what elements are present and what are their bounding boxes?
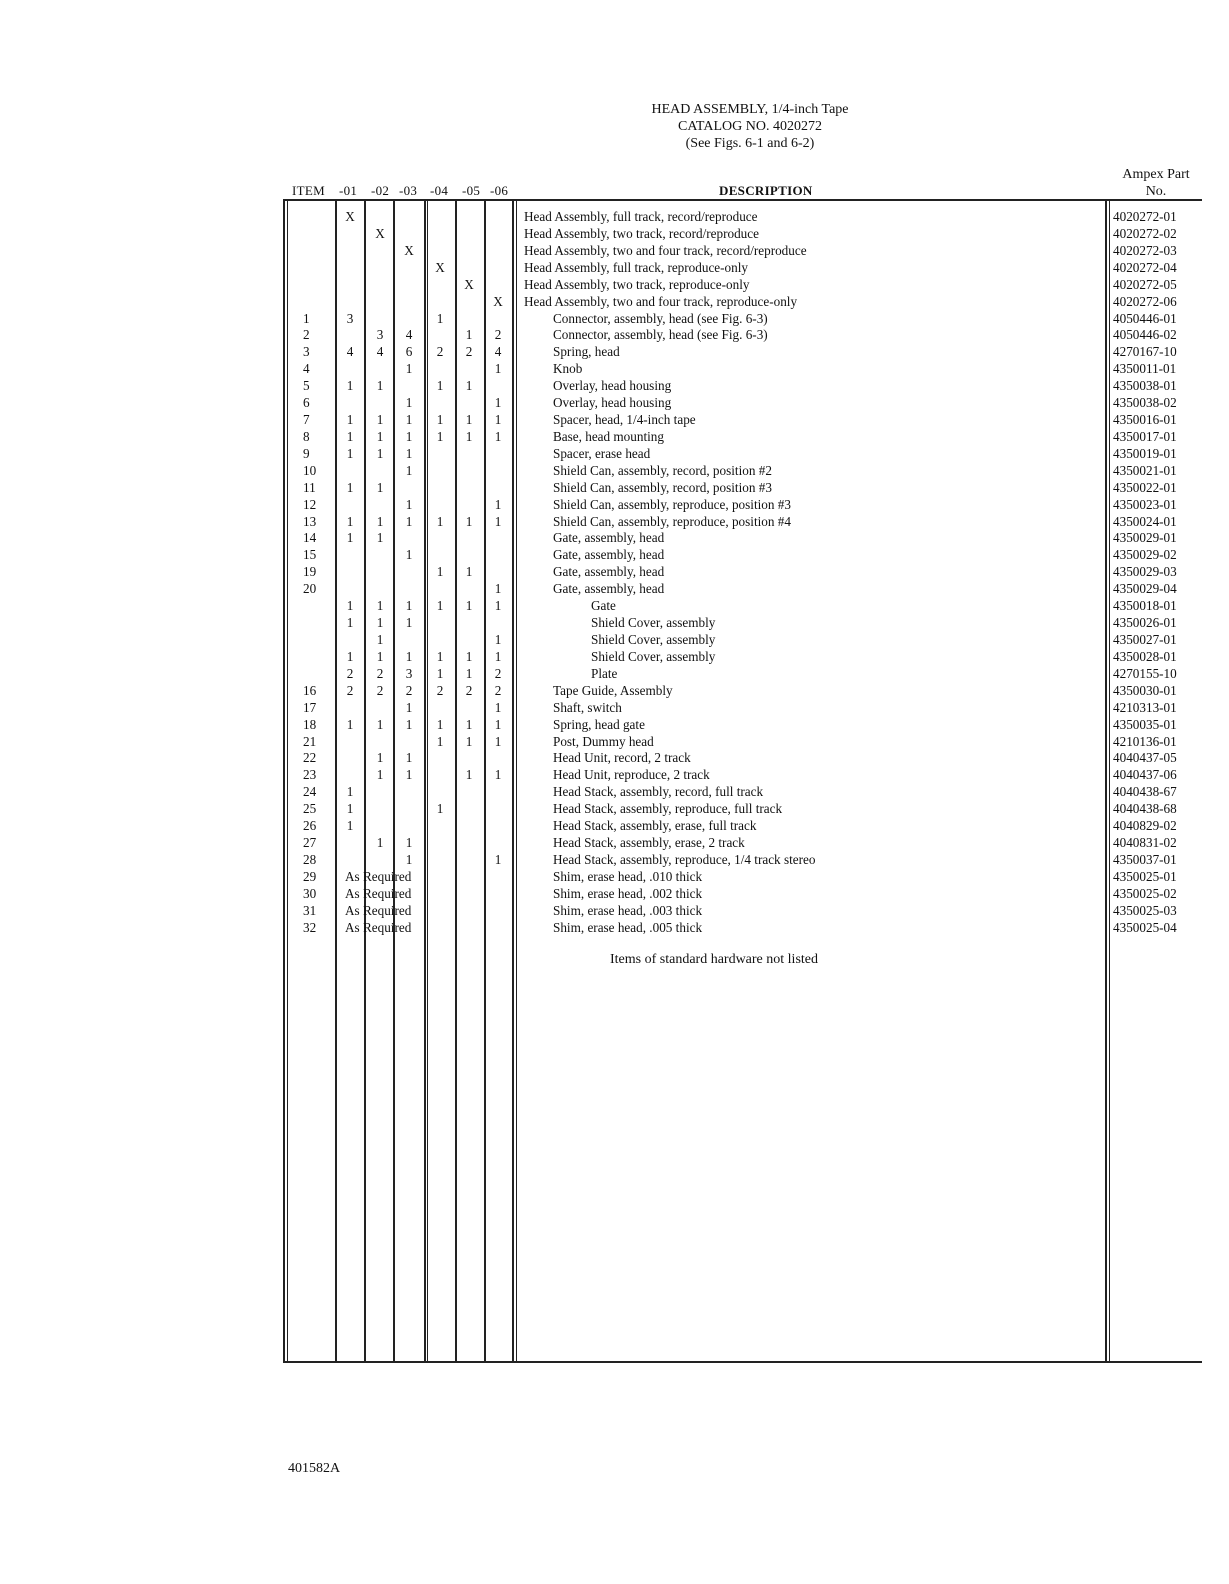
quantity-cell: 1 [346,648,354,664]
quantity-cell: 2 [346,665,354,681]
description-cell: Gate, assembly, head [553,564,665,580]
quantity-cell: 1 [346,716,354,732]
quantity-cell: 1 [346,378,354,394]
quantity-cell: 1 [346,784,354,800]
description-cell: Shield Cover, assembly [591,648,716,664]
item-number: 26 [303,818,317,834]
item-number: 13 [303,513,317,529]
quantity-cell: 1 [436,733,444,749]
quantity-cell: 1 [494,412,502,428]
quantity-cell: 1 [436,564,444,580]
part-number-cell: 4350025-02 [1113,885,1177,901]
quantity-cell: 1 [465,513,473,529]
item-number: 2 [303,327,310,343]
quantity-cell: 1 [346,513,354,529]
item-number: 4 [303,361,310,377]
col-divider-description [1105,201,1107,1361]
quantity-cell: 1 [465,767,473,783]
quantity-cell: 2 [436,682,444,698]
quantity-cell: 1 [494,598,502,614]
description-cell: Shield Can, assembly, reproduce, position #3 [553,496,791,512]
part-number-cell: 4040437-06 [1113,767,1177,783]
col-divider-description-inner [1109,201,1110,1361]
col-divider-06-inner [516,201,517,1361]
quantity-cell: 1 [405,615,413,631]
quantity-cell: 1 [346,801,354,817]
description-cell: Shim, erase head, .002 thick [553,885,703,901]
description-cell: Shield Can, assembly, reproduce, position #4 [553,513,791,529]
part-number-cell: 4020272-01 [1113,209,1177,224]
quantity-cell: X [375,225,385,241]
part-number-cell: 4350029-02 [1113,547,1177,563]
quantity-cell: 1 [405,462,413,478]
quantity-cell: 1 [376,598,384,614]
quantity-cell: 2 [376,682,384,698]
quantity-cell: 1 [494,581,502,597]
quantity-cell: 2 [494,682,502,698]
item-number: 20 [303,581,317,597]
quantity-cell: 1 [494,428,502,444]
quantity-cell: 1 [405,716,413,732]
part-number-cell: 4350016-01 [1113,412,1177,428]
quantity-cell: 1 [405,496,413,512]
quantity-cell: 1 [436,598,444,614]
col-divider-01 [364,201,366,1361]
col-divider-02 [393,201,395,1361]
quantity-as-required: As Required [345,902,412,918]
quantity-cell: 1 [465,327,473,343]
quantity-cell: 1 [436,648,444,664]
part-number-cell: 4040438-68 [1113,801,1177,817]
item-number: 10 [303,462,317,478]
col-item-header: ITEM [292,183,325,198]
quantity-cell: 1 [494,496,502,512]
description-cell: Connector, assembly, head (see Fig. 6-3) [553,327,768,343]
document-title: HEAD ASSEMBLY, 1/4-inch Tape [651,102,849,117]
quantity-cell: 1 [494,632,502,647]
part-number-cell: 4350028-01 [1113,648,1177,664]
description-cell: Shield Cover, assembly [591,615,716,631]
description-cell: Head Stack, assembly, reproduce, 1/4 track stereo [553,851,816,867]
quantity-cell: 2 [494,327,502,343]
part-number-cell: 4350018-01 [1113,598,1177,614]
item-number: 6 [303,395,310,411]
part-number-cell: 4350022-01 [1113,479,1177,495]
col-01-header: -01 [339,183,358,198]
quantity-cell: 1 [376,767,384,783]
description-cell: Spacer, head, 1/4-inch tape [553,412,696,428]
col-divider-04 [455,201,457,1361]
table-top-rule [283,199,1202,201]
description-cell: Head Stack, assembly, erase, 2 track [553,835,745,851]
quantity-cell: 1 [376,835,384,851]
table-left-rule [283,199,285,1363]
col-04-header: -04 [430,183,449,198]
quantity-cell: 1 [405,428,413,444]
part-number-cell: 4350029-04 [1113,581,1177,597]
description-cell: Shield Can, assembly, record, position #3 [553,479,772,495]
part-number-cell: 4210136-01 [1113,733,1177,749]
quantity-cell: 1 [494,716,502,732]
part-number-cell: 4350019-01 [1113,445,1177,461]
quantity-cell: 1 [436,801,444,817]
item-number: 9 [303,445,310,461]
quantity-cell: 1 [465,648,473,664]
description-cell: Post, Dummy head [553,733,654,749]
quantity-cell: 1 [405,767,413,783]
part-number-cell: 4270167-10 [1113,344,1177,360]
description-cell: Head Assembly, two and four track, reproduce-only [524,293,798,309]
quantity-cell: 1 [346,479,354,495]
description-cell: Knob [553,361,583,377]
description-cell: Head Assembly, full track, record/reproduce [524,209,758,224]
quantity-cell: 3 [405,665,413,681]
item-number: 31 [303,902,317,918]
description-cell: Spring, head [553,344,620,360]
description-cell: Tape Guide, Assembly [553,682,673,698]
item-number: 19 [303,564,317,580]
quantity-cell: 2 [465,344,473,360]
quantity-cell: 1 [465,564,473,580]
quantity-cell: 2 [346,682,354,698]
part-number-cell: 4210313-01 [1113,699,1177,715]
description-cell: Head Assembly, two track, record/reproduce [524,225,759,241]
quantity-cell: 1 [436,378,444,394]
part-number-cell: 4040831-02 [1113,835,1177,851]
quantity-cell: 1 [346,598,354,614]
description-cell: Plate [591,665,618,681]
quantity-cell: 1 [436,310,444,326]
quantity-cell: 3 [376,327,384,343]
quantity-as-required: As Required [345,885,412,901]
part-number-cell: 4020272-03 [1113,242,1177,258]
quantity-cell: 4 [376,344,384,360]
quantity-cell: 2 [494,665,502,681]
quantity-cell: 1 [376,445,384,461]
part-number-cell: 4020272-04 [1113,259,1177,275]
part-number-cell: 4040438-67 [1113,784,1177,800]
hardware-note: Items of standard hardware not listed [610,952,818,967]
item-number: 8 [303,428,310,444]
catalog-number: CATALOG NO. 4020272 [678,119,822,134]
part-number-cell: 4350025-01 [1113,868,1177,884]
item-number: 30 [303,885,317,901]
quantity-as-required: As Required [345,868,412,884]
table-bottom-rule [283,1361,1202,1363]
part-number-cell: 4350021-01 [1113,462,1177,478]
quantity-cell: 1 [436,665,444,681]
quantity-cell: 1 [376,632,384,647]
part-number-cell: 4350025-03 [1113,902,1177,918]
quantity-cell: X [435,259,445,275]
description-cell: Overlay, head housing [553,395,672,411]
item-number: 3 [303,344,310,360]
quantity-cell: 1 [405,513,413,529]
part-number-cell: 4350026-01 [1113,615,1177,631]
quantity-cell: 1 [494,361,502,377]
description-cell: Spacer, erase head [553,445,651,461]
item-number: 23 [303,767,317,783]
part-number-cell: 4350038-02 [1113,395,1177,411]
part-number-cell: 4350025-04 [1113,919,1177,935]
quantity-cell: 1 [376,479,384,495]
quantity-cell: 1 [465,598,473,614]
description-cell: Head Assembly, two and four track, record/reproduce [524,242,807,258]
quantity-cell: 4 [405,327,413,343]
description-cell: Head Assembly, two track, reproduce-only [524,276,750,292]
item-number: 16 [303,682,317,698]
quantity-cell: 1 [494,851,502,867]
quantity-cell: 1 [405,851,413,867]
part-number-cell: 4350035-01 [1113,716,1177,732]
quantity-cell: X [464,276,474,292]
quantity-cell: 1 [376,530,384,546]
quantity-cell: 1 [405,648,413,664]
quantity-cell: 2 [436,344,444,360]
description-cell: Gate, assembly, head [553,530,665,546]
part-number-cell: 4350017-01 [1113,428,1177,444]
part-number-cell: 4350023-01 [1113,496,1177,512]
quantity-cell: 4 [346,344,354,360]
item-number: 22 [303,750,317,766]
quantity-cell: 6 [405,344,413,360]
col-06-header: -06 [490,183,509,198]
quantity-cell: 1 [494,767,502,783]
quantity-cell: 1 [405,598,413,614]
part-number-cell: 4350030-01 [1113,682,1177,698]
quantity-cell: X [493,293,503,309]
figure-reference: (See Figs. 6-1 and 6-2) [685,136,815,151]
quantity-cell: 1 [376,513,384,529]
quantity-cell: 1 [346,412,354,428]
quantity-cell: 1 [465,665,473,681]
quantity-cell: 1 [494,513,502,529]
quantity-cell: 1 [346,818,354,834]
part-number-cell: 4040437-05 [1113,750,1177,766]
col-03-header: -03 [399,183,418,198]
item-number: 32 [303,919,317,935]
quantity-cell: 1 [376,716,384,732]
description-cell: Head Unit, record, 2 track [553,750,691,766]
document-code: 401582A [288,1461,341,1476]
quantity-cell: 1 [405,547,413,563]
col-divider-06 [512,201,514,1361]
part-number-cell: 4350027-01 [1113,632,1177,647]
description-cell: Gate, assembly, head [553,547,665,563]
quantity-cell: 1 [405,412,413,428]
quantity-cell: 3 [346,310,354,326]
quantity-cell: 1 [376,615,384,631]
quantity-cell: 1 [405,835,413,851]
quantity-cell: 1 [376,750,384,766]
part-number-cell: 4270155-10 [1113,665,1177,681]
quantity-cell: 1 [346,530,354,546]
description-cell: Shim, erase head, .003 thick [553,902,703,918]
col-part-header-line1: Ampex Part [1122,167,1190,182]
description-cell: Overlay, head housing [553,378,672,394]
quantity-cell: 1 [436,513,444,529]
quantity-cell: 2 [376,665,384,681]
quantity-cell: 1 [376,648,384,664]
item-number: 5 [303,378,310,394]
quantity-cell: 2 [465,682,473,698]
item-number: 12 [303,496,317,512]
quantity-cell: 1 [465,378,473,394]
item-number: 17 [303,699,317,715]
description-cell: Shield Can, assembly, record, position #2 [553,462,772,478]
item-number: 18 [303,716,317,732]
quantity-cell: 1 [376,378,384,394]
quantity-cell: 1 [405,445,413,461]
quantity-cell: 1 [346,428,354,444]
description-cell: Head Unit, reproduce, 2 track [553,767,710,783]
part-number-cell: 4350024-01 [1113,513,1177,529]
description-cell: Shaft, switch [553,699,622,715]
quantity-cell: 1 [346,445,354,461]
quantity-cell: 1 [494,395,502,411]
part-number-cell: 4040829-02 [1113,818,1177,834]
quantity-cell: 1 [465,412,473,428]
quantity-as-required: As Required [345,919,412,935]
description-cell: Head Assembly, full track, reproduce-only [524,259,748,275]
item-number: 25 [303,801,317,817]
part-number-cell: 4350029-03 [1113,564,1177,580]
part-number-cell: 4020272-06 [1113,293,1177,309]
col-divider-03 [424,201,426,1361]
item-number: 11 [303,479,316,495]
col-02-header: -02 [371,183,390,198]
description-cell: Connector, assembly, head (see Fig. 6-3) [553,310,768,326]
description-cell: Gate, assembly, head [553,581,665,597]
item-number: 1 [303,310,310,326]
quantity-cell: 1 [465,428,473,444]
description-cell: Shim, erase head, .010 thick [553,868,703,884]
quantity-cell: 1 [405,395,413,411]
quantity-cell: 1 [346,615,354,631]
quantity-cell: 1 [465,716,473,732]
quantity-cell: 1 [436,412,444,428]
col-divider-05 [484,201,486,1361]
part-number-cell: 4350038-01 [1113,378,1177,394]
part-number-cell: 4020272-02 [1113,225,1177,241]
item-number: 21 [303,733,317,749]
col-divider-item [335,201,337,1361]
col-divider-03-inner [427,201,428,1361]
item-number: 27 [303,835,317,851]
col-part-header-line2: No. [1145,184,1167,199]
part-number-cell: 4050446-01 [1113,310,1177,326]
description-cell: Head Stack, assembly, reproduce, full track [553,801,783,817]
quantity-cell: 1 [376,412,384,428]
item-number: 29 [303,868,317,884]
quantity-cell: 4 [494,344,502,360]
part-number-cell: 4020272-05 [1113,276,1177,292]
quantity-cell: 1 [494,699,502,715]
table-left-inner-rule [287,201,288,1361]
quantity-cell: 1 [494,733,502,749]
item-number: 24 [303,784,317,800]
description-cell: Gate [591,598,616,614]
part-number-cell: 4050446-02 [1113,327,1177,343]
description-cell: Shield Cover, assembly [591,632,716,647]
quantity-cell: 1 [405,361,413,377]
col-05-header: -05 [462,183,481,198]
quantity-cell: 1 [494,648,502,664]
part-number-cell: 4350029-01 [1113,530,1177,546]
part-number-cell: 4350011-01 [1113,361,1177,377]
quantity-cell: X [404,242,414,258]
quantity-cell: X [345,209,355,224]
item-number: 7 [303,412,310,428]
description-cell: Head Stack, assembly, erase, full track [553,818,757,834]
item-number: 14 [303,530,317,546]
col-description-header: DESCRIPTION [719,183,813,198]
quantity-cell: 1 [436,716,444,732]
quantity-cell: 2 [405,682,413,698]
quantity-cell: 1 [405,699,413,715]
description-cell: Spring, head gate [553,716,645,732]
item-number: 28 [303,851,317,867]
quantity-cell: 1 [376,428,384,444]
description-cell: Base, head mounting [553,428,664,444]
quantity-cell: 1 [436,428,444,444]
item-number: 15 [303,547,317,563]
quantity-cell: 1 [405,750,413,766]
description-cell: Head Stack, assembly, record, full track [553,784,764,800]
description-cell: Shim, erase head, .005 thick [553,919,703,935]
part-number-cell: 4350037-01 [1113,851,1177,867]
quantity-cell: 1 [465,733,473,749]
